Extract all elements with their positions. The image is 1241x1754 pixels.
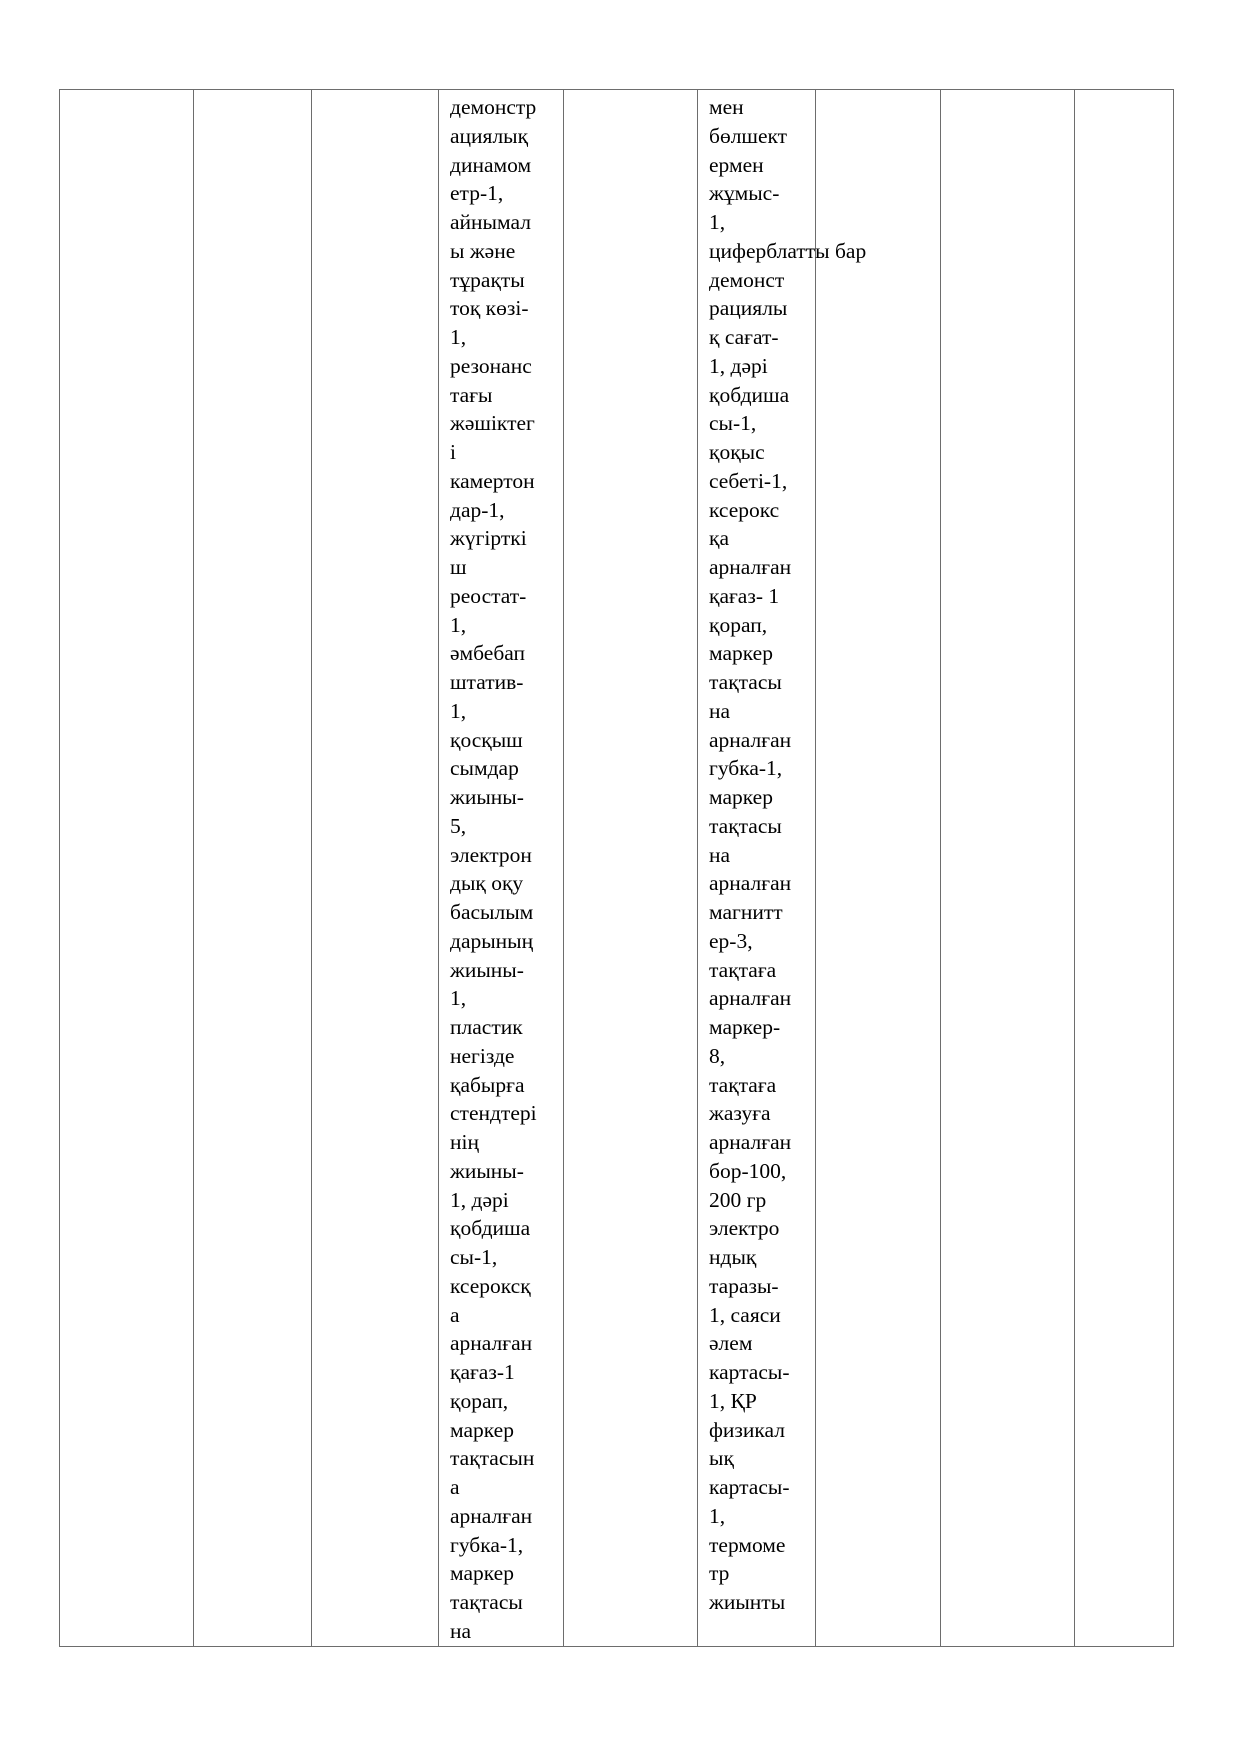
table-cell-3: [312, 90, 439, 1647]
table-cell-equipment-list: [439, 90, 564, 1647]
table-cell-5: [564, 90, 698, 1647]
table-cell-9: [1075, 90, 1174, 1647]
table-cell-equipment-list-2: [698, 90, 867, 1647]
table-row: [60, 90, 1174, 1647]
table-cell-8: [941, 90, 1075, 1647]
equipment-list-text-2: мен бөлшект ермен жұмыс- 1, циферблатты бар демонст рациялы қ сағат- 1, дәрі қобдиша сы-1, қоқыс себеті-1, ксерокс қа арналған қағаз- 1 қорап, маркер тақтасы на арналған губка-1, маркер тақтасы на арналған магнитт ер-3, тақтаға арналған маркер- 8, тақтаға жазуға арналған бор-100, 200 гр электро ндық таразы- 1, саяси әлем картасы- 1, ҚР физикал ық картасы- 1, термоме тр жиынты: [709, 95, 867, 1614]
table-cell-2: [194, 90, 312, 1647]
document-table: [59, 89, 1174, 1647]
equipment-list-text: демонстр ациялық динамом етр-1, айнымал ы және тұрақты тоқ көзі- 1, резонанс тағы жәшіктег і камертон дар-1, жүгірткі ш реостат- 1, әмбебап штатив- 1, қосқыш сымдар жиыны- 5, электрон дық оқу басылым дарының жиыны- 1, пластик негізде қабырға стендтері нің жиыны- 1, дәрі қобдиша сы-1, ксероксқ а арналған қағаз-1 қорап, маркер тақтасын а арналған губка-1, маркер тақтасы на: [450, 95, 537, 1643]
table-cell-7: [816, 90, 941, 1647]
table-cell-1: [60, 90, 194, 1647]
